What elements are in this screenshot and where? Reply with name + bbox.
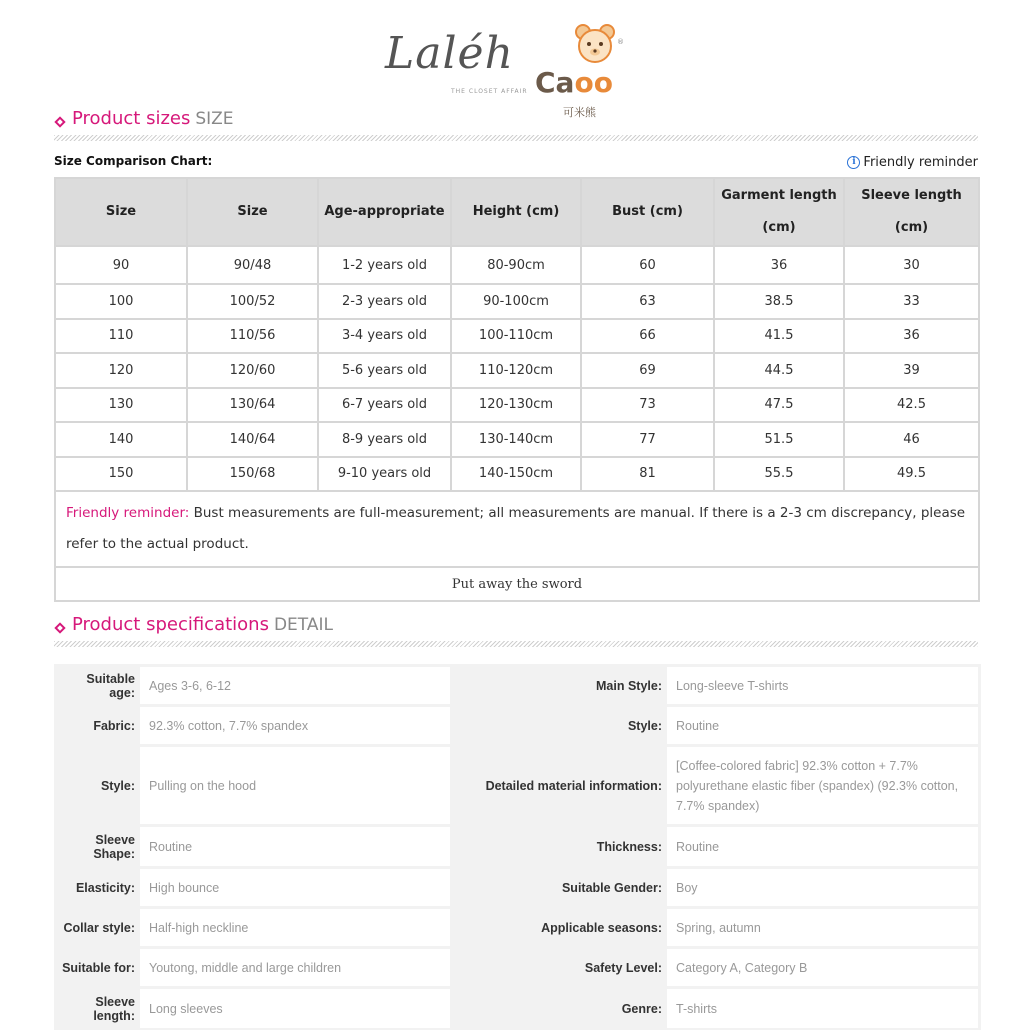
spec-value: Pulling on the hood — [139, 746, 452, 826]
table-cell: 100-110cm — [451, 319, 581, 354]
table-cell: 90 — [55, 246, 187, 284]
spec-key: Suitable Gender: — [452, 868, 666, 908]
section-subtitle: DETAIL — [273, 615, 333, 635]
table-cell: 90/48 — [187, 246, 318, 284]
table-cell: 2-3 years old — [318, 284, 451, 319]
table-cell: 1-2 years old — [318, 246, 451, 284]
table-cell: 9-10 years old — [318, 457, 451, 492]
size-note — [55, 491, 979, 567]
column-header: Size — [187, 178, 318, 246]
table-cell: 100/52 — [187, 284, 318, 319]
diamond-bullet-icon — [54, 622, 65, 633]
table-cell: 51.5 — [714, 422, 844, 457]
spec-value: T-shirts — [666, 988, 980, 1030]
section-title: Product sizes SIZE — [72, 108, 234, 129]
table-cell: 130 — [55, 388, 187, 423]
friendly-reminder-label: Friendly reminder — [863, 155, 978, 170]
table-row — [55, 388, 979, 423]
table-cell: 5-6 years old — [318, 353, 451, 388]
table-cell: 6-7 years old — [318, 388, 451, 423]
column-header: Height (cm) — [451, 178, 581, 246]
table-cell: 42.5 — [844, 388, 979, 423]
table-cell: 140 — [55, 422, 187, 457]
table-cell: 140-150cm — [451, 457, 581, 492]
column-header: Size — [55, 178, 187, 246]
table-cell: 41.5 — [714, 319, 844, 354]
spec-section-header — [54, 614, 978, 642]
table-cell: 77 — [581, 422, 714, 457]
table-cell: 73 — [581, 388, 714, 423]
brand-cn-name: 可米熊 — [563, 106, 596, 119]
spec-row — [56, 666, 980, 706]
table-header-row — [55, 178, 979, 246]
table-cell: 80-90cm — [451, 246, 581, 284]
spec-key: Applicable seasons: — [452, 908, 666, 948]
table-cell: 130-140cm — [451, 422, 581, 457]
sizes-section-header — [54, 108, 978, 136]
table-cell: 36 — [714, 246, 844, 284]
table-cell: 130/64 — [187, 388, 318, 423]
section-divider — [54, 641, 978, 647]
registered-mark: ® — [617, 38, 624, 46]
spec-key: Detailed material information: — [452, 746, 666, 826]
spec-key: Elasticity: — [56, 868, 139, 908]
spec-row — [56, 908, 980, 948]
footer-row — [55, 567, 979, 601]
spec-key: Suitable age: — [56, 666, 139, 706]
spec-key: Main Style: — [452, 666, 666, 706]
table-cell: 39 — [844, 353, 979, 388]
table-cell: 44.5 — [714, 353, 844, 388]
spec-key: Genre: — [452, 988, 666, 1030]
spec-key: Safety Level: — [452, 948, 666, 988]
spec-value: Ages 3-6, 6-12 — [139, 666, 452, 706]
table-cell: 140/64 — [187, 422, 318, 457]
spec-row — [56, 948, 980, 988]
table-row — [55, 353, 979, 388]
table-cell: 120/60 — [187, 353, 318, 388]
spec-value: Boy — [666, 868, 980, 908]
spec-table — [54, 664, 981, 1030]
spec-value: 92.3% cotton, 7.7% spandex — [139, 706, 452, 746]
table-row — [55, 246, 979, 284]
section-divider — [54, 135, 978, 141]
table-footer-text: Put away the sword — [55, 567, 979, 601]
table-cell: 38.5 — [714, 284, 844, 319]
spec-value: Routine — [666, 826, 980, 868]
spec-value: Half-high neckline — [139, 908, 452, 948]
table-cell: 150/68 — [187, 457, 318, 492]
spec-value: Long-sleeve T-shirts — [666, 666, 980, 706]
table-cell: 110 — [55, 319, 187, 354]
column-header: Age-appropriate — [318, 178, 451, 246]
table-cell: 90-100cm — [451, 284, 581, 319]
table-cell: 30 — [844, 246, 979, 284]
table-cell: 49.5 — [844, 457, 979, 492]
spec-key: Fabric: — [56, 706, 139, 746]
table-row — [55, 422, 979, 457]
spec-value: [Coffee-colored fabric] 92.3% cotton + 7.7% polyurethane elastic fiber (spandex) (92.3% cotton, 7.7% spandex) — [666, 746, 980, 826]
section-subtitle: SIZE — [195, 109, 234, 129]
spec-key: Sleeve length: — [56, 988, 139, 1030]
table-cell: 69 — [581, 353, 714, 388]
spec-key: Collar style: — [56, 908, 139, 948]
brand-script-name: Laléh — [385, 28, 514, 79]
brand-cami-name: Caoo — [535, 66, 613, 99]
spec-row — [56, 868, 980, 908]
friendly-reminder-link[interactable] — [847, 155, 978, 170]
note-text: Bust measurements are full-measurement; all measurements are manual. If there is a 2-3 cm discrepancy, please refer to the actual product. — [66, 505, 966, 552]
spec-value: Spring, autumn — [666, 908, 980, 948]
spec-value: Long sleeves — [139, 988, 452, 1030]
column-header: Sleeve length (cm) — [844, 178, 979, 246]
table-cell: 33 — [844, 284, 979, 319]
table-cell: 47.5 — [714, 388, 844, 423]
table-cell: 110-120cm — [451, 353, 581, 388]
table-row — [55, 319, 979, 354]
spec-value: Category A, Category B — [666, 948, 980, 988]
spec-row — [56, 988, 980, 1030]
spec-key: Sleeve Shape: — [56, 826, 139, 868]
spec-key: Style: — [452, 706, 666, 746]
table-cell: 120-130cm — [451, 388, 581, 423]
column-header: Bust (cm) — [581, 178, 714, 246]
table-cell: 100 — [55, 284, 187, 319]
table-cell: 46 — [844, 422, 979, 457]
spec-row — [56, 746, 980, 826]
brand-tagline: THE CLOSET AFFAIR — [451, 88, 528, 95]
diamond-bullet-icon — [54, 116, 65, 127]
table-cell: 66 — [581, 319, 714, 354]
spec-value: Youtong, middle and large children — [139, 948, 452, 988]
table-cell: 8-9 years old — [318, 422, 451, 457]
chart-label: Size Comparison Chart: — [54, 154, 213, 168]
table-cell: 110/56 — [187, 319, 318, 354]
table-cell: 36 — [844, 319, 979, 354]
table-row — [55, 457, 979, 492]
table-cell: 120 — [55, 353, 187, 388]
spec-row — [56, 826, 980, 868]
spec-value: Routine — [666, 706, 980, 746]
table-cell: 60 — [581, 246, 714, 284]
table-cell: 81 — [581, 457, 714, 492]
table-cell: 63 — [581, 284, 714, 319]
spec-value: High bounce — [139, 868, 452, 908]
info-icon: i — [847, 156, 860, 169]
spec-row — [56, 706, 980, 746]
note-label: Friendly reminder: — [66, 505, 190, 521]
table-cell: 55.5 — [714, 457, 844, 492]
table-cell: 3-4 years old — [318, 319, 451, 354]
spec-key: Thickness: — [452, 826, 666, 868]
note-row — [55, 491, 979, 567]
spec-value: Routine — [139, 826, 452, 868]
spec-key: Style: — [56, 746, 139, 826]
table-row — [55, 284, 979, 319]
brand-logo — [385, 22, 650, 119]
size-chart-table — [54, 177, 980, 602]
section-title: Product specifications DETAIL — [72, 614, 333, 635]
table-cell: 150 — [55, 457, 187, 492]
column-header: Garment length (cm) — [714, 178, 844, 246]
spec-key: Suitable for: — [56, 948, 139, 988]
